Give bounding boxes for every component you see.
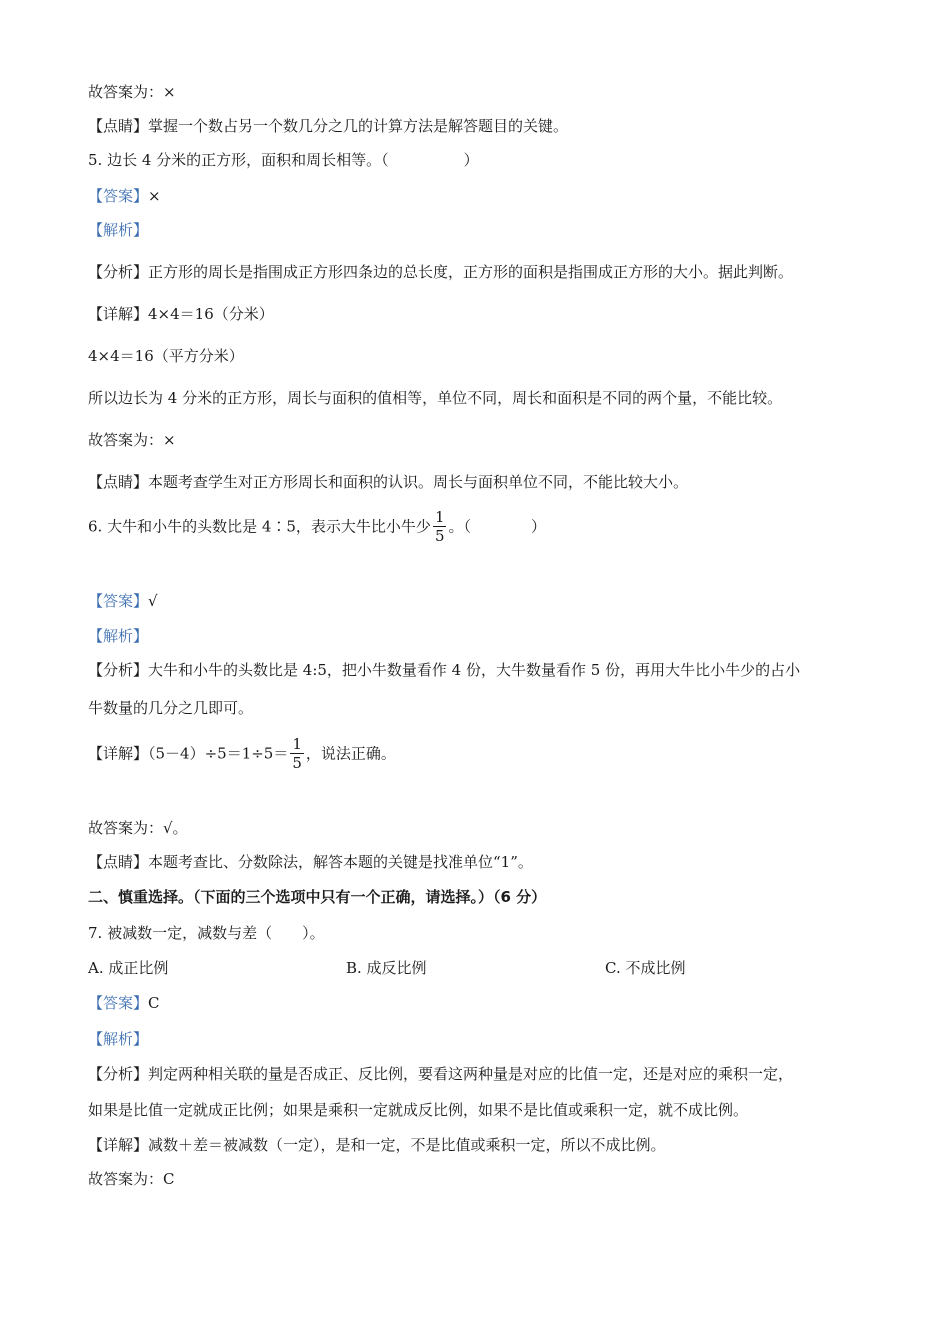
q6-dianjing: 【点睛】本题考查比、分数除法，解答本题的关键是找准单位“1”。 — [88, 853, 533, 871]
q6-answer — [88, 591, 158, 611]
q6-jiexi: 【解析】 — [88, 627, 149, 645]
answer-value: C — [148, 994, 160, 1012]
q6-xiangjie-end: ，说法正确。 — [305, 744, 396, 763]
q6-fenxi-2: 牛数量的几分之几即可。 — [88, 699, 254, 717]
q5-line4: 故答案为：× — [88, 431, 176, 449]
question-6 — [88, 508, 546, 545]
q6-fenxi-1: 【分析】大牛和小牛的头数比是 4:5，把小牛数量看作 4 份，大牛数量看作 5 份，再用大牛比小牛少的占小 — [88, 661, 801, 679]
q6-xiangjie-text: 【详解】（5－4）÷5＝1÷5＝ — [88, 744, 289, 763]
q7-jiexi: 【解析】 — [88, 1030, 149, 1048]
q5-jiexi: 【解析】 — [88, 221, 149, 239]
section-2-heading: 二、慎重选择。（下面的三个选项中只有一个正确，请选择。）（6 分） — [88, 888, 547, 906]
answer-tag: 【答案】 — [88, 994, 149, 1012]
q5-line2: 4×4＝16（平方分米） — [88, 347, 244, 365]
fraction — [433, 508, 447, 545]
option-a: A. 成正比例 — [88, 959, 169, 977]
q6-text-end: 。（ ） — [448, 517, 546, 536]
q7-fenxi-2: 如果是比值一定就成正比例；如果是乘积一定就成反比例，如果不是比值或乘积一定，就不成比例。 — [88, 1101, 749, 1119]
answer-tag: 【答案】 — [88, 187, 149, 205]
q5-line3: 所以边长为 4 分米的正方形，周长与面积的值相等，单位不同，周长和面积是不同的两个量，不能比较。 — [88, 389, 783, 407]
fraction — [290, 735, 304, 772]
question-5: 5. 边长 4 分米的正方形，面积和周长相等。（ ） — [88, 151, 479, 169]
q7-line: 故答案为：C — [88, 1170, 175, 1188]
q5-answer — [88, 186, 161, 206]
answer-tag: 【答案】 — [88, 592, 149, 610]
answer-line: 故答案为：× — [88, 83, 176, 101]
q6-xiangjie — [88, 735, 396, 772]
question-7: 7. 被减数一定，减数与差（ ）。 — [88, 924, 325, 942]
q6-text: 6. 大牛和小牛的头数比是 4∶5，表示大牛比小牛少 — [88, 517, 431, 536]
q7-fenxi-1: 【分析】判定两种相关联的量是否成正、反比例，要看这两种量是对应的比值一定，还是对应的乘积一定， — [88, 1065, 794, 1083]
q6-line: 故答案为：√。 — [88, 819, 188, 837]
q7-xiangjie: 【详解】减数＋差＝被减数（一定），是和一定，不是比值或乘积一定，所以不成比例。 — [88, 1136, 666, 1154]
q5-xiangjie: 【详解】4×4＝16（分米） — [88, 305, 274, 323]
key-point: 【点睛】掌握一个数占另一个数几分之几的计算方法是解答题目的关键。 — [88, 117, 569, 135]
answer-value: × — [148, 187, 161, 205]
q5-fenxi: 【分析】正方形的周长是指围成正方形四条边的总长度，正方形的面积是指围成正方形的大小。据此判断。 — [88, 263, 794, 281]
fraction-denominator: 5 — [434, 527, 445, 545]
option-c: C. 不成比例 — [605, 959, 686, 977]
fraction-denominator: 5 — [292, 754, 302, 772]
fraction-numerator: 1 — [434, 508, 445, 526]
answer-value: √ — [148, 592, 158, 610]
option-b: B. 成反比例 — [346, 959, 427, 977]
q7-answer — [88, 993, 160, 1013]
q5-dianjing: 【点睛】本题考查学生对正方形周长和面积的认识。周长与面积单位不同，不能比较大小。 — [88, 473, 689, 491]
fraction-numerator: 1 — [292, 735, 302, 753]
